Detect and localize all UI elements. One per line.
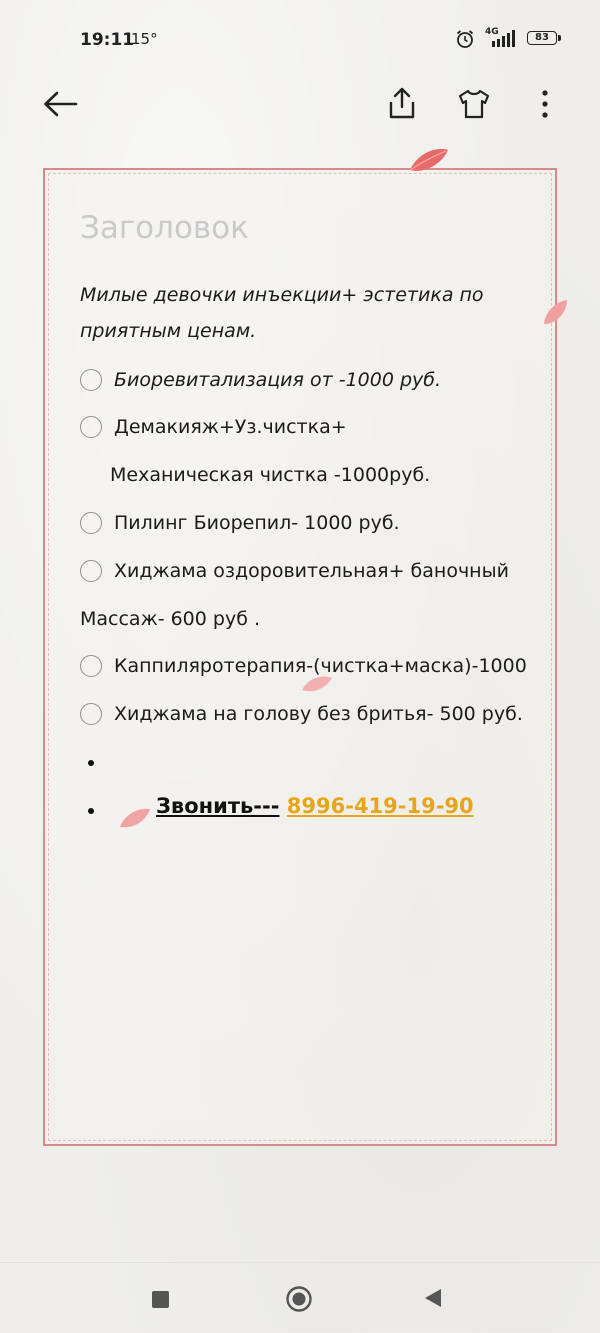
- checklist-item-continuation: Массаж- 600 руб .: [80, 608, 260, 630]
- note-title-input[interactable]: Заголовок: [80, 210, 249, 246]
- intro-text-line-1: Милые девочки инъекции+ эстетика по: [80, 284, 484, 306]
- note-toolbar: [0, 80, 600, 130]
- checklist-item-text: Биоревитализация от -1000 руб.: [114, 369, 442, 391]
- call-line: [156, 794, 474, 818]
- alarm-icon: [455, 29, 475, 49]
- phone-link[interactable]: 8996-419-19-90: [286, 794, 474, 818]
- back-triangle-icon[interactable]: [422, 1287, 444, 1309]
- bullet-point: [88, 808, 94, 814]
- checklist-item-continuation: Механическая чистка -1000руб.: [110, 464, 431, 486]
- checklist-item-text: Демакияж+Уз.чистка+: [114, 416, 347, 438]
- status-bar: [0, 0, 600, 70]
- share-icon[interactable]: [387, 86, 417, 120]
- battery-level: 83: [535, 32, 549, 43]
- checklist-checkbox[interactable]: [80, 560, 102, 582]
- status-time: 19:11: [80, 30, 135, 50]
- checklist-checkbox[interactable]: [80, 416, 102, 438]
- home-circle-icon[interactable]: [285, 1285, 313, 1313]
- checklist-checkbox[interactable]: [80, 369, 102, 391]
- checklist-checkbox[interactable]: [80, 655, 102, 677]
- more-vert-icon[interactable]: [538, 88, 552, 120]
- checklist-item-text: Пилинг Биорепил- 1000 руб.: [114, 512, 400, 534]
- checklist-checkbox[interactable]: [80, 703, 102, 725]
- status-temperature: 15°: [131, 30, 158, 48]
- checklist-checkbox[interactable]: [80, 512, 102, 534]
- petal-decoration-icon: [541, 298, 571, 328]
- bullet-point: [88, 760, 94, 766]
- petal-decoration-icon: [408, 146, 450, 174]
- recents-square-icon[interactable]: [152, 1291, 169, 1308]
- signal-icon: [492, 30, 522, 48]
- theme-tshirt-icon[interactable]: [457, 88, 491, 120]
- battery-icon: [527, 31, 561, 47]
- battery-cap: [558, 35, 561, 41]
- intro-text-line-2: приятным ценам.: [80, 320, 257, 342]
- checklist-item-text: Хиджама на голову без бритья- 500 руб.: [114, 703, 523, 725]
- checklist-item-text: Хиджама оздоровительная+ баночный: [114, 560, 509, 582]
- petal-decoration-icon: [118, 805, 152, 831]
- system-nav-bar: [0, 1262, 600, 1333]
- checklist-item-text: Каппиляротерапия-(чистка+маска)-1000: [114, 655, 527, 677]
- call-label: Звонить---: [156, 794, 280, 818]
- network-type-label: 4G: [485, 27, 499, 37]
- back-arrow-icon[interactable]: [42, 90, 78, 118]
